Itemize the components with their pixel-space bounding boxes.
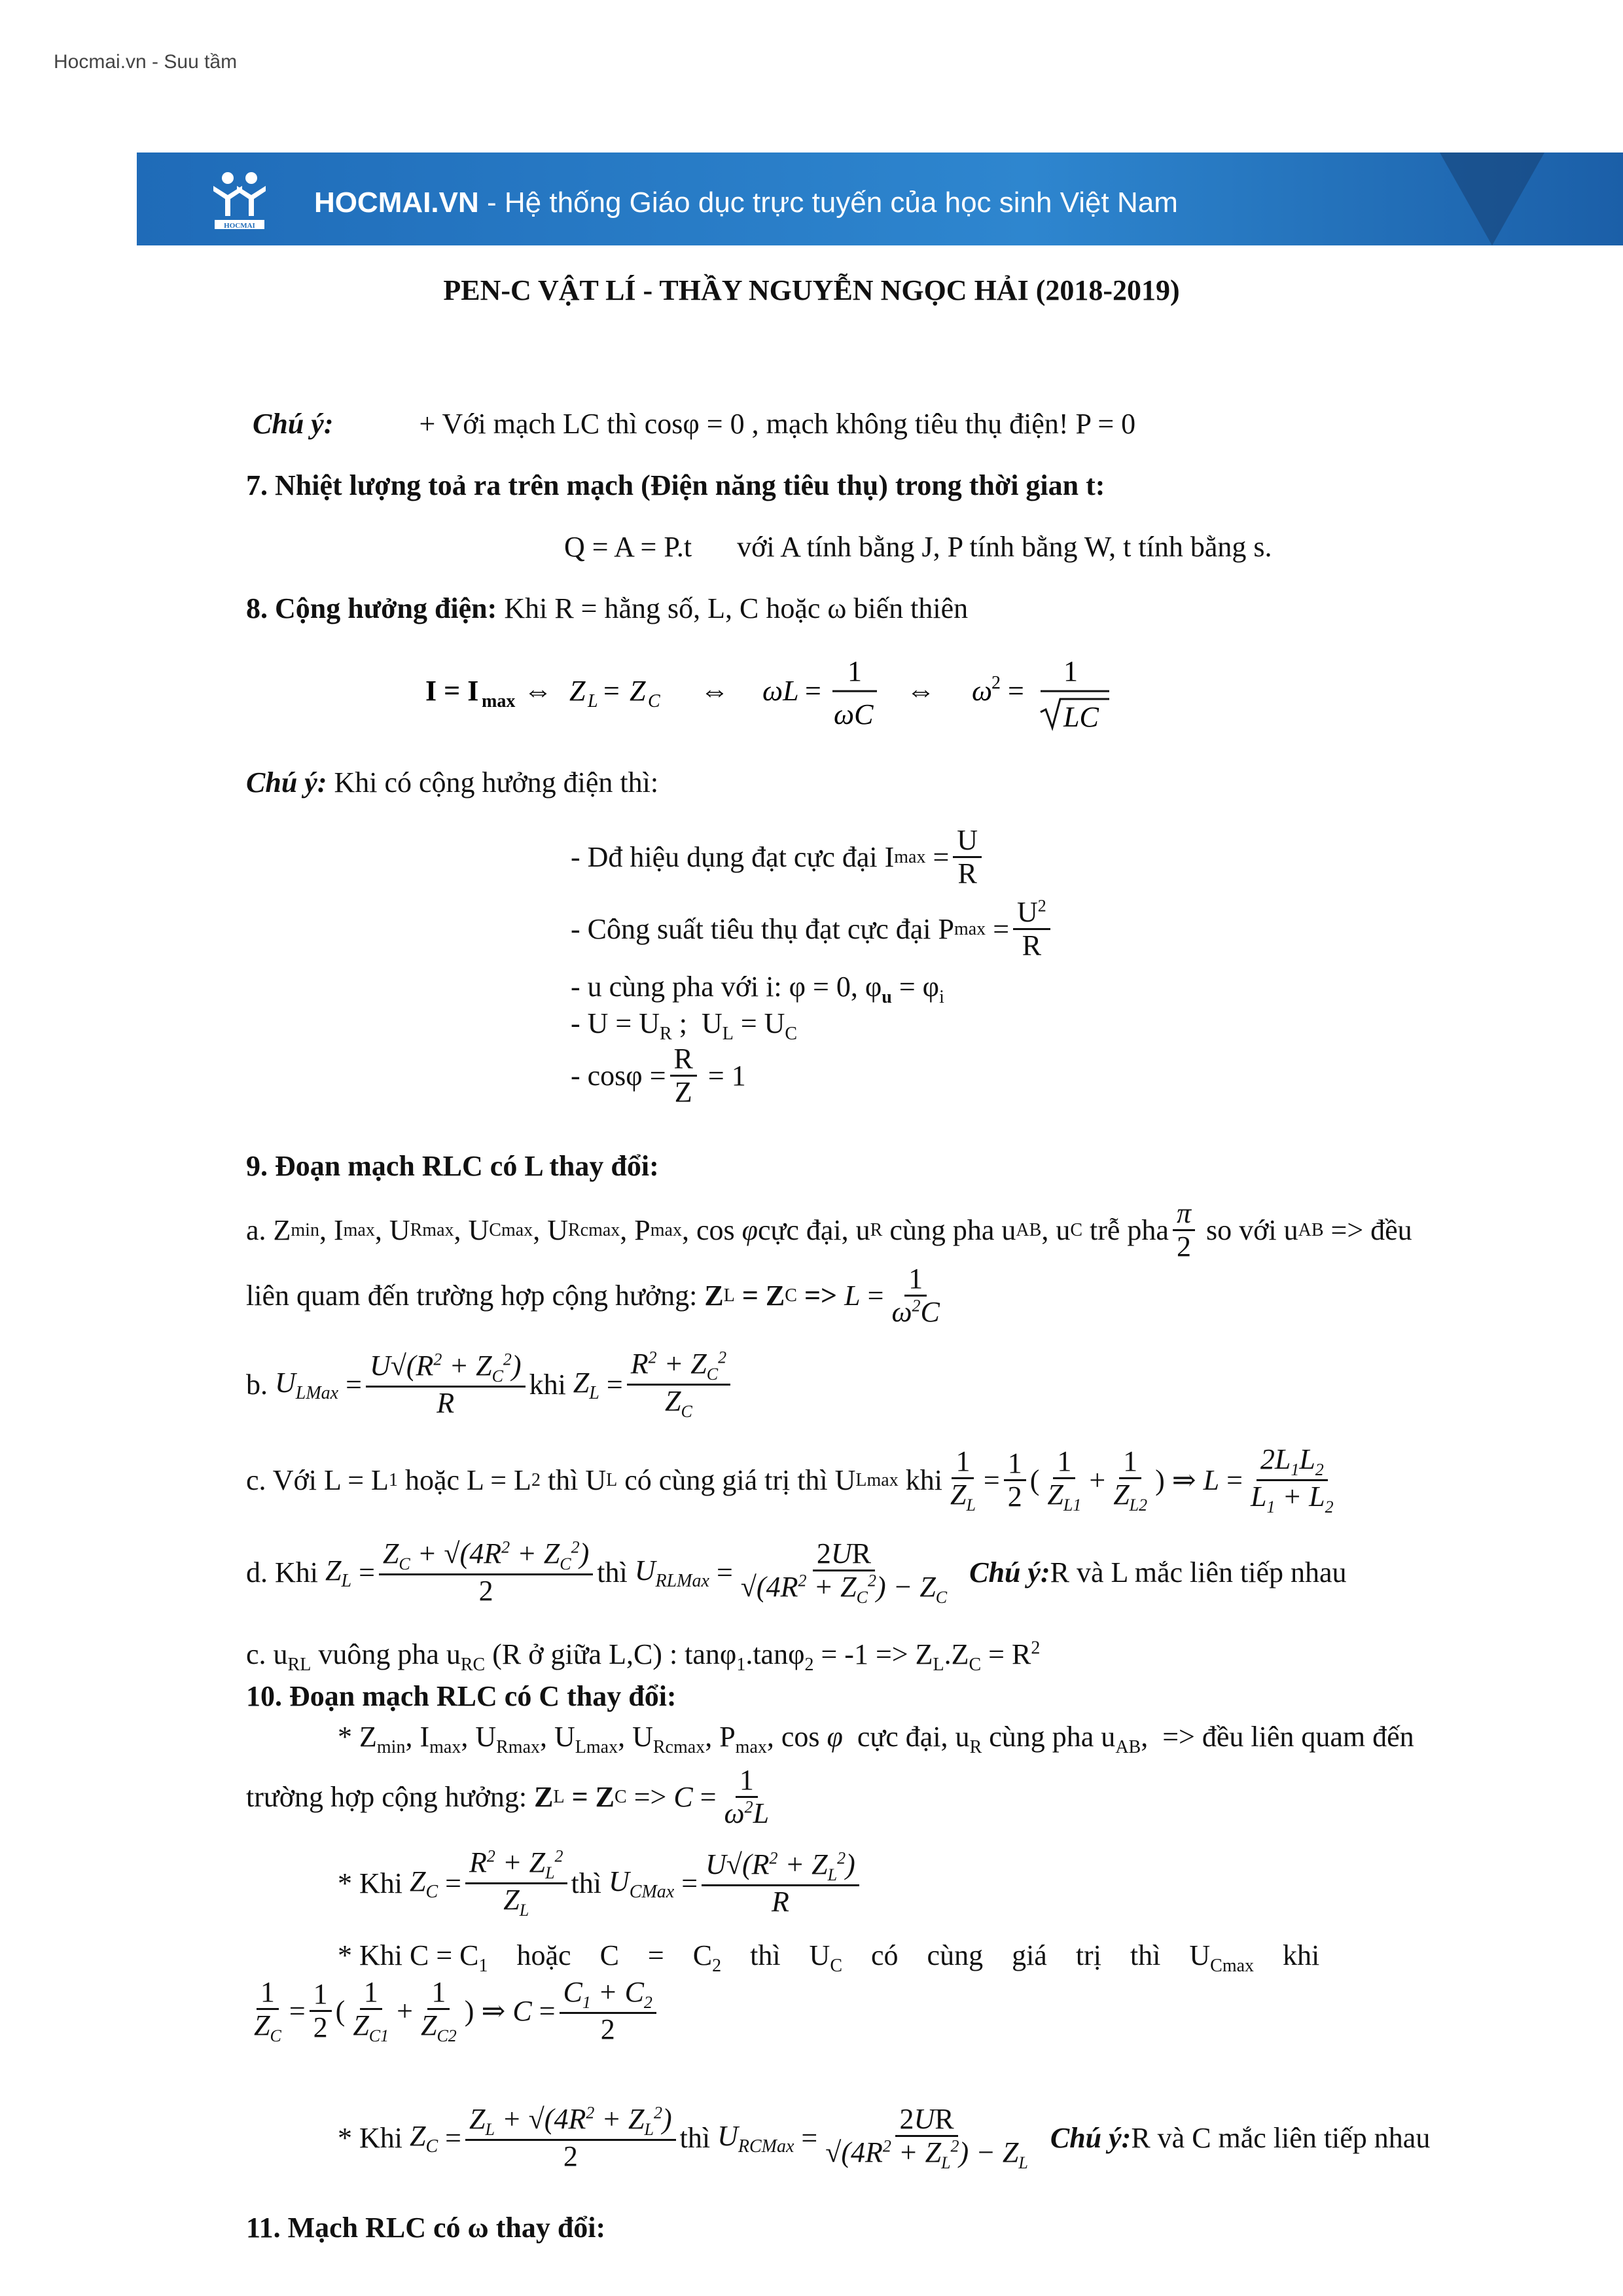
section-10-c: * Khi $C = C_1$ hoặc C = $C_2$ thì $U_C$ có cùng giá trị thì $U_{Cmax}$ khi [338,1939,1320,1976]
item-10a-prefix: * Z [338,1721,377,1753]
banner-text [314,187,1178,219]
watermark: Hocmai.vn - Suu tầm [54,51,238,73]
svg-text:1: 1 [1063,655,1078,687]
section-10-c-formula: $\frac{1}{Z_C}$ = $\frac{1}{2}$ ( $\frac{1}{Z_{C1}}$ + $\frac{1}{Z_{C2}}$ ) ⇒ C = $\frac{C_1 + C_2}{2}$ [246,1977,660,2046]
section-7-formula [564,530,1272,564]
svg-text:=: = [805,675,821,707]
note-label-8: Chú ý: [246,766,327,798]
section-9-heading: 9. Đoạn mạch RLC có L thay đổi: [246,1150,659,1182]
svg-text:L: L [588,691,598,711]
section-9-resonance: liên quam đến trường hợp cộng hưởng: Z L = Z C => L = $\frac{1}{\omega^2C}$ [246,1263,940,1329]
brand-name: HOCMAI.VN [314,187,479,219]
svg-text:max: max [482,691,516,711]
resonance-text: liên quam đến trường hợp cộng hưởng: [246,1280,698,1312]
banner-decoration [1440,152,1544,245]
note-text: + Với mạch LC thì cosφ = 0 , mạch không tiêu thụ điện! P = 0 [419,408,1136,440]
note-label-10: Chú ý: [1050,2122,1132,2155]
section-10-a: * $Z_{min}$, $I_{max}$, $U_{Rmax}$, $U_{Lmax}$, $U_{Rcmax}$, $P_{max}$, cos φ cực đại, $u_R$ cùng pha $u_{AB}$, => đều liên quam đến [338,1721,1414,1757]
item-a-prefix: a. Z [246,1214,291,1247]
tagline: - Hệ thống Giáo dục trực tuyến của học sinh Việt Nam [478,187,1178,219]
svg-text:2: 2 [991,673,1001,693]
svg-text:⇔: ⇔ [906,675,935,707]
note-label: Chú ý: [253,408,334,440]
svg-text:C: C [648,691,660,711]
item-10b-thi: thì [571,1867,601,1900]
section-9-d: d. Khi $Z_L$ = $\frac{Z_C + √(4R^2 + Z_C^2)}{2}$ thì $U_{RLMax}$ = $\frac{2UR}{√(4R^2 + Z_C^2) - Z_C}$ Chú ý: R và L mắc liên tiếp nhau [246,1537,1347,1607]
note-label-9: Chú ý: [969,1556,1050,1589]
section-10-d: * Khi $Z_C$ = $\frac{Z_L + √(4R^2 + Z_L^2)}{2}$ thì $U_{RCMax}$ = $\frac{2UR}{√(4R^2 + Z_L^2) - Z_L}$ Chú ý: R và C mắc liên tiếp nhau [338,2103,1431,2173]
item-d-prefix: d. Khi [246,1556,318,1589]
bullet-text: - Dđ hiệu dụng đạt cực đại I [571,841,895,874]
item-c-text: c. Với L = L [246,1464,389,1497]
svg-text:⇔: ⇔ [524,675,552,707]
bullet-text: - u cùng pha với i: φ = 0, φ [571,971,882,1003]
section-7-heading: 7. Nhiệt lượng toả ra trên mạch (Điện năng tiêu thụ) trong thời gian t: [246,469,1105,501]
bullet-voltage: - $U = U_R$ ; $U_L = U_C$ [571,1007,798,1044]
section-9-b: b. $U_{LMax}$ = $\frac{U√(R^2 + Z_C^2)}{R}$ khi $Z_L$ = $\frac{R^2 + Z_C^2}{Z_C}$ [246,1348,734,1422]
hocmai-logo-icon [208,169,271,232]
item-d-thi: thì [597,1556,628,1589]
svg-text:⇔: ⇔ [700,675,729,707]
formula-q: Q = A = P.t [564,531,692,563]
bullet-text: - Công suất tiêu thụ đạt cực đại P [571,913,954,946]
section-9-e: c. $u_{RL}$ vuông pha $u_{RC}$ (R ở giữa L,C) : $\tan\varphi_1.\tan\varphi_2 = -1 => Z_L.Z_C = R^2$ [246,1638,1041,1675]
section-11-heading: 11. Mạch RLC có ω thay đổi: [246,2212,606,2244]
item-a-text: cực đại, u [757,1214,870,1247]
document-title: PEN-C VẬT LÍ - THẦY NGUYỄN NGỌC HẢI (2018-2019) [443,274,1180,306]
svg-text:ωL: ωL [762,675,799,707]
svg-text:1: 1 [847,655,862,687]
units-text: với A tính bằng J, P tính bằng W, t tính bằng s. [737,531,1272,563]
section-10-heading: 10. Đoạn mạch RLC có C thay đổi: [246,1680,677,1712]
bullet-cos: - cosφ = $\frac{R}{Z}$ = 1 [571,1043,746,1109]
item-b-khi: khi [529,1369,566,1401]
section-8-note [246,766,658,799]
svg-text:ω: ω [972,675,993,707]
section-8-text: Khi R = hằng số, L, C hoặc ω biến thiên [497,592,969,624]
item-10b-khi: * Khi [338,1867,402,1900]
svg-text:I = I: I = I [425,675,479,707]
section-9-a: a. Z min , I max , U Rmax , U Cmax , U Rcmax , P max , cos φ cực đại, u R cùng pha u AB , u C trễ pha $\frac{\pi}{2}$ so với u AB => đều [246,1197,1412,1263]
section-10-b: * Khi $Z_C$ = $\frac{R^2 + Z_L^2}{Z_L}$ thì $U_{CMax}$ = $\frac{U√(R^2 + Z_L^2)}{R}$ [338,1847,863,1920]
note-text-9: R và L mắc liên tiếp nhau [1050,1556,1347,1589]
section-8-heading: 8. Cộng hưởng điện: [246,592,497,624]
item-10d-khi: * Khi [338,2122,402,2155]
resonance-text-10: trường hợp cộng hưởng: [246,1781,527,1814]
item-b-prefix: b. [246,1369,268,1401]
bullet-imax: - Dđ hiệu dụng đạt cực đại I max = $\frac{U}{R}$ [571,825,986,890]
bullet-pmax: - Công suất tiêu thụ đạt cực đại P max = $\frac{U^2}{R}$ [571,897,1054,962]
note-text-8: Khi có cộng hưởng điện thì: [327,766,659,798]
resonance-formula [419,655,1139,740]
bullet-text: - U = U [571,1007,660,1039]
svg-text:=: = [603,675,620,707]
section-8-heading-line [246,592,968,625]
section-9-c: c. Với L = L 1 hoặc L = L 2 thì U L có cùng giá trị thì U Lmax khi $\frac{1}{Z_L}$ = $\frac{1}{2}$ ( $\frac{1}{Z_{L1}}$ + $\frac{1}{Z_{L2}}$ ) ⇒ L = $\frac{2L_1L_2}{L_1 + L_2}$ [246,1443,1334,1517]
svg-text:=: = [1008,675,1024,707]
svg-text:Z: Z [630,675,646,707]
bullet-text: - cosφ = [571,1060,666,1092]
note-text-10: R và C mắc liên tiếp nhau [1131,2122,1431,2155]
svg-text:ωC: ωC [834,698,874,730]
svg-text:LC: LC [1063,701,1099,733]
note-lc [253,407,1135,440]
item-e-text: c. u [246,1638,288,1670]
bullet-phase: - u cùng pha với i: φ = 0, $\varphi_u = \varphi_i$ [571,971,944,1007]
item-10d-thi: thì [679,2122,711,2155]
section-10-resonance: trường hợp cộng hưởng: Z L = Z C => C = $\frac{1}{\omega^2L}$ [246,1764,770,1830]
logo-text: HOCMAI [224,222,255,230]
item-10c-text: * Khi C = C [338,1939,479,1971]
svg-text:Z: Z [569,675,586,707]
